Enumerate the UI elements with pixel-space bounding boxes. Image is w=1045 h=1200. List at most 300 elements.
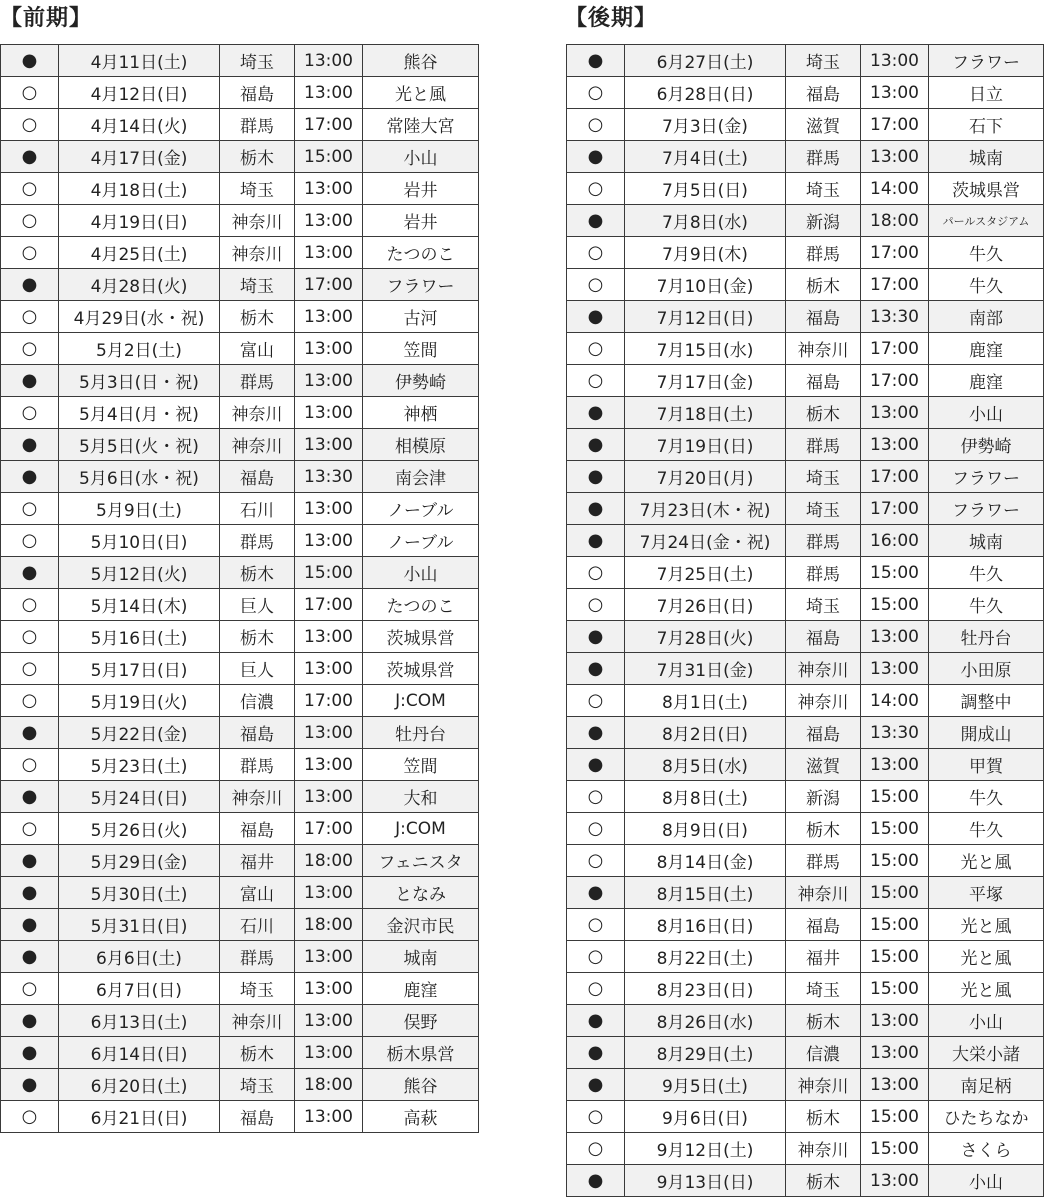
home-away-mark: ● (1, 45, 59, 77)
schedule-row (1, 397, 479, 429)
opponent-team: 福島 (786, 909, 861, 941)
game-date: 6月6日(土) (59, 941, 220, 973)
opponent-team: 群馬 (786, 237, 861, 269)
schedule-row (1, 269, 479, 301)
opponent-team: 神奈川 (786, 877, 861, 909)
game-date: 8月8日(土) (625, 781, 786, 813)
schedule-row (1, 877, 479, 909)
game-date: 4月29日(水・祝) (59, 301, 220, 333)
home-away-mark: ● (567, 45, 625, 77)
schedule-row (567, 653, 1044, 685)
start-time: 13:00 (861, 749, 929, 781)
start-time: 13:00 (295, 333, 363, 365)
schedule-row (567, 461, 1044, 493)
venue: さくら (929, 1133, 1044, 1165)
schedule-row (1, 781, 479, 813)
game-date: 4月12日(日) (59, 77, 220, 109)
home-away-mark: ○ (1, 493, 59, 525)
opponent-team: 埼玉 (220, 173, 295, 205)
venue: 城南 (363, 941, 479, 973)
opponent-team: 埼玉 (786, 45, 861, 77)
home-away-mark: ● (567, 653, 625, 685)
start-time: 13:30 (295, 461, 363, 493)
venue: 光と風 (363, 77, 479, 109)
opponent-team: 栃木 (220, 1037, 295, 1069)
opponent-team: 埼玉 (220, 269, 295, 301)
game-date: 7月18日(土) (625, 397, 786, 429)
opponent-team: 神奈川 (220, 429, 295, 461)
game-date: 8月22日(土) (625, 941, 786, 973)
home-away-mark: ● (567, 205, 625, 237)
opponent-team: 群馬 (786, 429, 861, 461)
home-away-mark: ○ (1, 525, 59, 557)
venue: 光と風 (929, 909, 1044, 941)
venue: 小山 (363, 141, 479, 173)
game-date: 7月5日(日) (625, 173, 786, 205)
home-away-mark: ● (567, 493, 625, 525)
opponent-team: 福島 (220, 717, 295, 749)
game-date: 5月4日(月・祝) (59, 397, 220, 429)
opponent-team: 石川 (220, 909, 295, 941)
home-away-mark: ○ (1, 813, 59, 845)
game-date: 5月17日(日) (59, 653, 220, 685)
venue: 茨城県営 (363, 653, 479, 685)
home-away-mark: ○ (567, 1133, 625, 1165)
start-time: 17:00 (295, 109, 363, 141)
start-time: 13:00 (861, 1165, 929, 1197)
schedule-row (1, 1101, 479, 1133)
start-time: 13:00 (861, 45, 929, 77)
venue: 光と風 (929, 941, 1044, 973)
schedule-row (567, 1037, 1044, 1069)
home-away-mark: ○ (567, 781, 625, 813)
game-date: 5月6日(水・祝) (59, 461, 220, 493)
game-date: 8月14日(金) (625, 845, 786, 877)
start-time: 17:00 (295, 589, 363, 621)
start-time: 13:00 (295, 205, 363, 237)
game-date: 6月13日(土) (59, 1005, 220, 1037)
start-time: 13:00 (295, 877, 363, 909)
schedule-row (567, 941, 1044, 973)
home-away-mark: ● (1, 429, 59, 461)
game-date: 5月19日(火) (59, 685, 220, 717)
venue: 笠間 (363, 333, 479, 365)
opponent-team: 福島 (786, 717, 861, 749)
start-time: 13:00 (295, 429, 363, 461)
schedule-row (1, 1005, 479, 1037)
venue: 甲賀 (929, 749, 1044, 781)
home-away-mark: ● (567, 877, 625, 909)
venue: 熊谷 (363, 45, 479, 77)
opponent-team: 栃木 (786, 1005, 861, 1037)
opponent-team: 埼玉 (220, 1069, 295, 1101)
game-date: 6月14日(日) (59, 1037, 220, 1069)
schedule-row (1, 77, 479, 109)
home-away-mark: ● (567, 1005, 625, 1037)
opponent-team: 信濃 (786, 1037, 861, 1069)
game-date: 5月3日(日・祝) (59, 365, 220, 397)
venue: 牛久 (929, 557, 1044, 589)
start-time: 15:00 (861, 941, 929, 973)
schedule-row (567, 909, 1044, 941)
venue: フラワー (929, 461, 1044, 493)
game-date: 9月6日(日) (625, 1101, 786, 1133)
schedule-row (567, 301, 1044, 333)
schedule-row (567, 1005, 1044, 1037)
start-time: 13:00 (295, 45, 363, 77)
start-time: 13:00 (295, 77, 363, 109)
game-date: 8月29日(土) (625, 1037, 786, 1069)
home-away-mark: ● (567, 461, 625, 493)
start-time: 18:00 (295, 1069, 363, 1101)
venue: 神栖 (363, 397, 479, 429)
home-away-mark: ○ (1, 173, 59, 205)
opponent-team: 栃木 (786, 813, 861, 845)
home-away-mark: ● (567, 141, 625, 173)
venue: 城南 (929, 141, 1044, 173)
venue: パールスタジアム (929, 205, 1044, 237)
opponent-team: 滋賀 (786, 749, 861, 781)
start-time: 15:00 (861, 781, 929, 813)
opponent-team: 福島 (220, 77, 295, 109)
schedule-row (1, 909, 479, 941)
start-time: 13:00 (295, 301, 363, 333)
opponent-team: 神奈川 (220, 781, 295, 813)
game-date: 5月29日(金) (59, 845, 220, 877)
home-away-mark: ● (567, 525, 625, 557)
start-time: 13:00 (861, 1037, 929, 1069)
home-away-mark: ● (1, 1005, 59, 1037)
opponent-team: 栃木 (786, 1101, 861, 1133)
schedule-row (1, 589, 479, 621)
schedule-row (567, 877, 1044, 909)
venue: 牛久 (929, 237, 1044, 269)
home-away-mark: ○ (567, 173, 625, 205)
opponent-team: 群馬 (220, 109, 295, 141)
opponent-team: 石川 (220, 493, 295, 525)
home-away-mark: ● (567, 301, 625, 333)
opponent-team: 栃木 (220, 141, 295, 173)
game-date: 7月3日(金) (625, 109, 786, 141)
schedule-row (1, 141, 479, 173)
start-time: 13:00 (295, 1005, 363, 1037)
opponent-team: 埼玉 (220, 973, 295, 1005)
venue: ノーブル (363, 525, 479, 557)
game-date: 4月28日(火) (59, 269, 220, 301)
venue: 茨城県営 (929, 173, 1044, 205)
start-time: 16:00 (861, 525, 929, 557)
venue: 石下 (929, 109, 1044, 141)
game-date: 7月28日(火) (625, 621, 786, 653)
opponent-team: 神奈川 (786, 1069, 861, 1101)
venue: 鹿窪 (363, 973, 479, 1005)
game-date: 7月17日(金) (625, 365, 786, 397)
home-away-mark: ○ (567, 237, 625, 269)
schedule-row (567, 813, 1044, 845)
opponent-team: 群馬 (220, 749, 295, 781)
start-time: 17:00 (861, 365, 929, 397)
schedule-row (567, 173, 1044, 205)
home-away-mark: ○ (567, 909, 625, 941)
game-date: 6月28日(日) (625, 77, 786, 109)
home-away-mark: ● (1, 557, 59, 589)
schedule-row (567, 269, 1044, 301)
start-time: 13:00 (295, 781, 363, 813)
start-time: 15:00 (861, 1101, 929, 1133)
game-date: 8月2日(日) (625, 717, 786, 749)
venue: 金沢市民 (363, 909, 479, 941)
start-time: 13:00 (295, 749, 363, 781)
opponent-team: 栃木 (220, 621, 295, 653)
schedule-row (567, 525, 1044, 557)
schedule-row (1, 749, 479, 781)
opponent-team: 新潟 (786, 781, 861, 813)
home-away-mark: ○ (567, 973, 625, 1005)
opponent-team: 福島 (220, 1101, 295, 1133)
venue: 牡丹台 (929, 621, 1044, 653)
start-time: 15:00 (861, 973, 929, 1005)
game-date: 7月8日(水) (625, 205, 786, 237)
opponent-team: 巨人 (220, 653, 295, 685)
start-time: 17:00 (861, 109, 929, 141)
opponent-team: 福島 (786, 621, 861, 653)
schedule-row (567, 1133, 1044, 1165)
venue: 相模原 (363, 429, 479, 461)
venue: フラワー (929, 493, 1044, 525)
venue: 小田原 (929, 653, 1044, 685)
home-away-mark: ○ (567, 941, 625, 973)
home-away-mark: ○ (1, 301, 59, 333)
schedule-row (1, 621, 479, 653)
game-date: 8月23日(日) (625, 973, 786, 1005)
venue: 鹿窪 (929, 365, 1044, 397)
start-time: 17:00 (861, 333, 929, 365)
opponent-team: 栃木 (786, 269, 861, 301)
start-time: 13:00 (295, 717, 363, 749)
schedule-row (1, 461, 479, 493)
venue: 俣野 (363, 1005, 479, 1037)
schedule-row (567, 845, 1044, 877)
start-time: 13:00 (861, 1069, 929, 1101)
home-away-mark: ○ (1, 749, 59, 781)
schedule-row (567, 333, 1044, 365)
schedule-row (1, 109, 479, 141)
schedule-row (1, 1069, 479, 1101)
start-time: 15:00 (295, 557, 363, 589)
home-away-mark: ● (567, 621, 625, 653)
venue: 小山 (929, 1005, 1044, 1037)
home-away-mark: ○ (567, 813, 625, 845)
game-date: 5月9日(土) (59, 493, 220, 525)
schedule-row (567, 589, 1044, 621)
home-away-mark: ● (1, 365, 59, 397)
opponent-team: 栃木 (786, 397, 861, 429)
schedule-row (567, 45, 1044, 77)
opponent-team: 栃木 (220, 301, 295, 333)
opponent-team: 神奈川 (220, 205, 295, 237)
venue: 南部 (929, 301, 1044, 333)
game-date: 5月5日(火・祝) (59, 429, 220, 461)
opponent-team: 栃木 (220, 557, 295, 589)
game-date: 4月17日(金) (59, 141, 220, 173)
schedule-row (1, 205, 479, 237)
venue: 小山 (929, 397, 1044, 429)
venue: 高萩 (363, 1101, 479, 1133)
venue: たつのこ (363, 589, 479, 621)
start-time: 18:00 (295, 909, 363, 941)
start-time: 13:00 (861, 653, 929, 685)
schedule-row (1, 845, 479, 877)
home-away-mark: ○ (567, 557, 625, 589)
start-time: 13:00 (295, 493, 363, 525)
game-date: 5月12日(火) (59, 557, 220, 589)
opponent-team: 信濃 (220, 685, 295, 717)
home-away-mark: ○ (1, 237, 59, 269)
opponent-team: 富山 (220, 333, 295, 365)
game-date: 5月26日(火) (59, 813, 220, 845)
game-date: 4月19日(日) (59, 205, 220, 237)
schedule-row (1, 653, 479, 685)
game-date: 7月23日(木・祝) (625, 493, 786, 525)
home-away-mark: ● (1, 845, 59, 877)
game-date: 7月10日(金) (625, 269, 786, 301)
start-time: 15:00 (861, 589, 929, 621)
home-away-mark: ● (567, 1069, 625, 1101)
schedule-row (567, 397, 1044, 429)
venue: 牛久 (929, 589, 1044, 621)
opponent-team: 神奈川 (786, 685, 861, 717)
venue: 城南 (929, 525, 1044, 557)
opponent-team: 群馬 (220, 525, 295, 557)
venue: フラワー (929, 45, 1044, 77)
start-time: 13:00 (295, 525, 363, 557)
opponent-team: 富山 (220, 877, 295, 909)
opponent-team: 埼玉 (220, 45, 295, 77)
opponent-team: 福島 (786, 365, 861, 397)
opponent-team: 埼玉 (786, 173, 861, 205)
schedule-row (567, 1101, 1044, 1133)
schedule-row (1, 301, 479, 333)
venue: J:COM (363, 685, 479, 717)
start-time: 18:00 (295, 845, 363, 877)
opponent-team: 滋賀 (786, 109, 861, 141)
second-half-title: 【後期】 (565, 6, 658, 31)
game-date: 6月7日(日) (59, 973, 220, 1005)
start-time: 18:00 (861, 205, 929, 237)
venue: 笠間 (363, 749, 479, 781)
game-date: 8月9日(日) (625, 813, 786, 845)
game-date: 6月27日(土) (625, 45, 786, 77)
schedule-row (1, 557, 479, 589)
venue: 小山 (363, 557, 479, 589)
opponent-team: 神奈川 (786, 333, 861, 365)
opponent-team: 埼玉 (786, 493, 861, 525)
game-date: 6月20日(土) (59, 1069, 220, 1101)
start-time: 13:00 (295, 365, 363, 397)
game-date: 9月12日(土) (625, 1133, 786, 1165)
start-time: 14:00 (861, 685, 929, 717)
venue: J:COM (363, 813, 479, 845)
start-time: 13:00 (861, 621, 929, 653)
game-date: 5月31日(日) (59, 909, 220, 941)
start-time: 17:00 (861, 269, 929, 301)
start-time: 13:00 (295, 941, 363, 973)
game-date: 5月2日(土) (59, 333, 220, 365)
start-time: 15:00 (861, 877, 929, 909)
venue: 大和 (363, 781, 479, 813)
venue: 大栄小諸 (929, 1037, 1044, 1069)
schedule-row (567, 557, 1044, 589)
game-date: 4月25日(土) (59, 237, 220, 269)
schedule-row (1, 237, 479, 269)
schedule-row (567, 1069, 1044, 1101)
venue: フラワー (363, 269, 479, 301)
start-time: 17:00 (295, 813, 363, 845)
start-time: 13:30 (861, 301, 929, 333)
game-date: 6月21日(日) (59, 1101, 220, 1133)
start-time: 13:00 (295, 173, 363, 205)
game-date: 8月26日(水) (625, 1005, 786, 1037)
start-time: 13:00 (861, 397, 929, 429)
start-time: 17:00 (295, 269, 363, 301)
opponent-team: 群馬 (786, 525, 861, 557)
home-away-mark: ● (1, 941, 59, 973)
home-away-mark: ○ (567, 365, 625, 397)
schedule-row (567, 717, 1044, 749)
start-time: 13:30 (861, 717, 929, 749)
start-time: 17:00 (295, 685, 363, 717)
start-time: 13:00 (295, 1037, 363, 1069)
schedule-row (567, 365, 1044, 397)
start-time: 13:00 (861, 1005, 929, 1037)
game-date: 5月24日(日) (59, 781, 220, 813)
start-time: 17:00 (861, 237, 929, 269)
start-time: 13:00 (861, 429, 929, 461)
venue: フェニスタ (363, 845, 479, 877)
first-half-schedule-table (0, 44, 479, 1133)
opponent-team: 福井 (220, 845, 295, 877)
venue: 牛久 (929, 813, 1044, 845)
venue: 岩井 (363, 205, 479, 237)
home-away-mark: ● (1, 269, 59, 301)
opponent-team: 福島 (786, 301, 861, 333)
opponent-team: 埼玉 (786, 973, 861, 1005)
start-time: 13:00 (861, 141, 929, 173)
start-time: 15:00 (861, 909, 929, 941)
schedule-row (567, 781, 1044, 813)
game-date: 4月14日(火) (59, 109, 220, 141)
home-away-mark: ○ (1, 621, 59, 653)
first-half-title: 【前期】 (0, 6, 93, 31)
game-date: 7月15日(水) (625, 333, 786, 365)
game-date: 5月14日(木) (59, 589, 220, 621)
schedule-row (1, 365, 479, 397)
opponent-team: 群馬 (786, 557, 861, 589)
game-date: 7月25日(土) (625, 557, 786, 589)
start-time: 17:00 (861, 461, 929, 493)
venue: 光と風 (929, 845, 1044, 877)
venue: 南会津 (363, 461, 479, 493)
game-date: 8月15日(土) (625, 877, 786, 909)
game-date: 4月11日(土) (59, 45, 220, 77)
venue: 常陸大宮 (363, 109, 479, 141)
home-away-mark: ● (567, 429, 625, 461)
schedule-row (1, 685, 479, 717)
opponent-team: 福井 (786, 941, 861, 973)
start-time: 14:00 (861, 173, 929, 205)
venue: 開成山 (929, 717, 1044, 749)
home-away-mark: ○ (567, 77, 625, 109)
